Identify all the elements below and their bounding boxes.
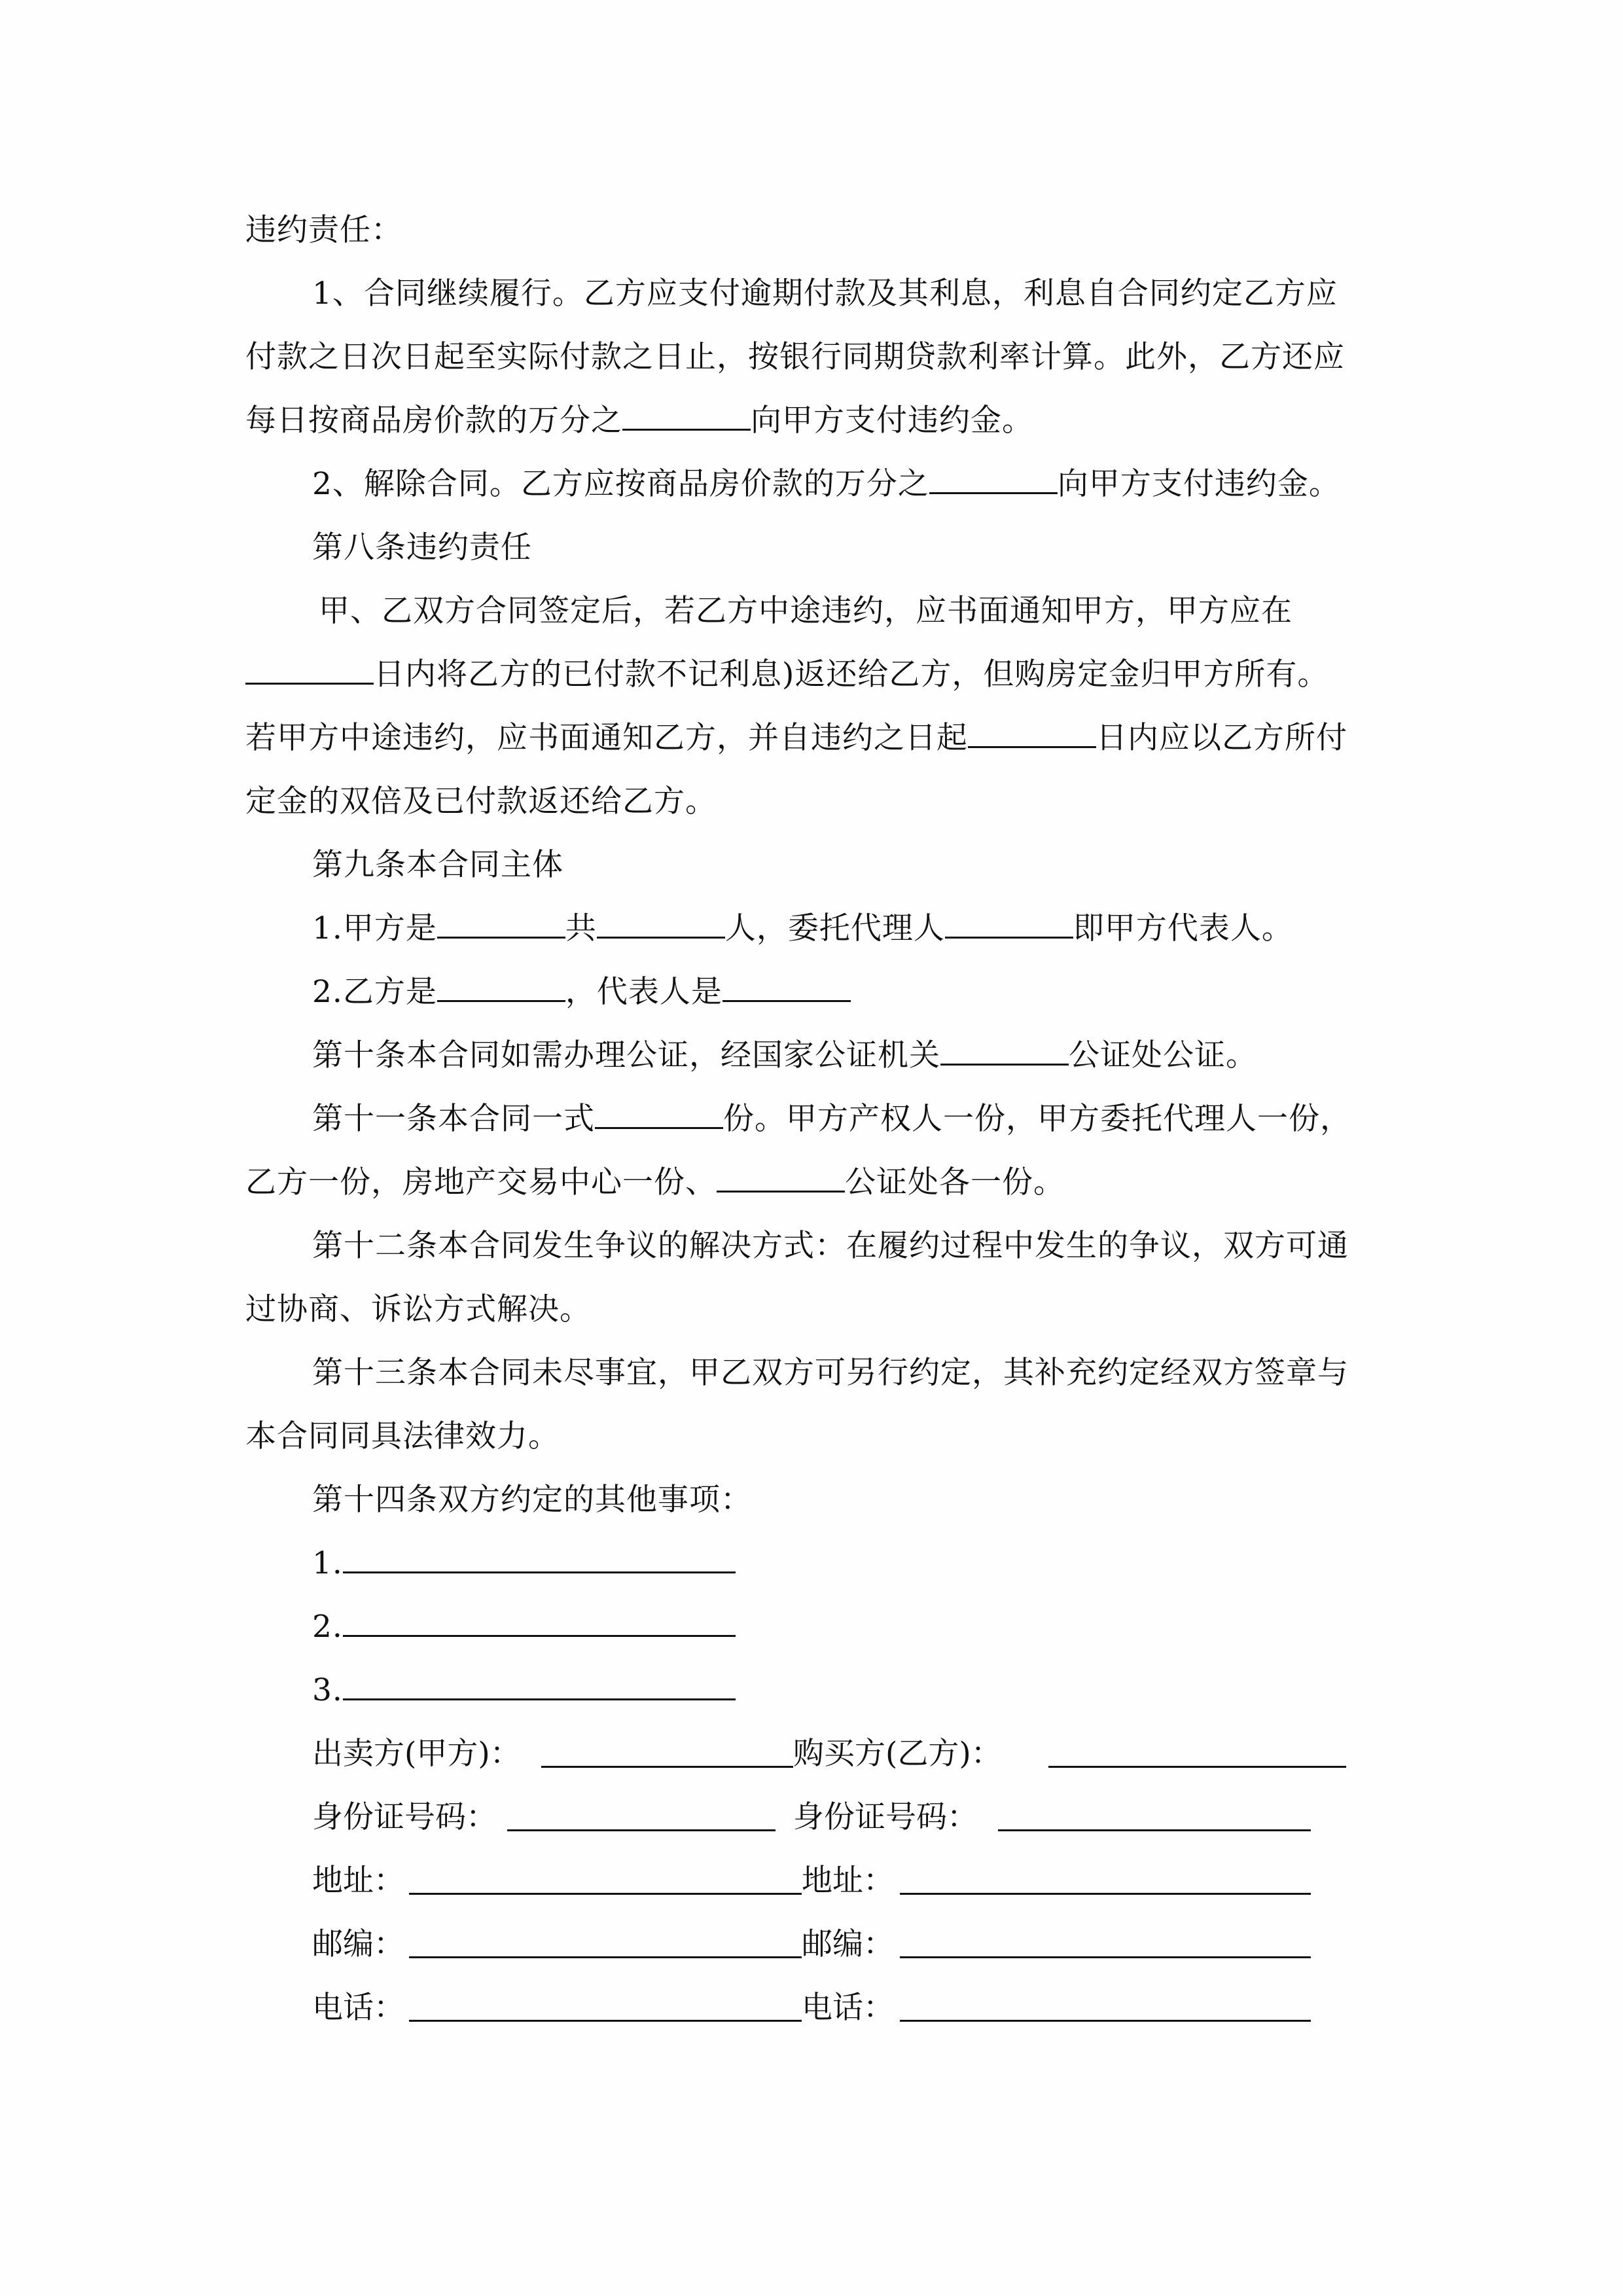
fill-blank[interactable] (622, 403, 751, 431)
clause8-line4: 定金的双倍及已付款返还给乙方。 (245, 783, 717, 819)
fill-blank[interactable] (940, 1037, 1069, 1066)
seller-address-field[interactable] (409, 1893, 802, 1895)
clause7-item1-line1: 1、合同继续履行。乙方应支付逾期付款及其利息，利息自合同约定乙方应 (312, 276, 1338, 312)
clause7-item2 (312, 465, 1340, 504)
text: 向甲方支付违约金。 (751, 403, 1033, 439)
text: 即甲方代表人。 (1073, 910, 1293, 946)
text: 第十一条本合同一式 (312, 1101, 595, 1137)
clause14-item-3 (312, 1671, 736, 1710)
seller-field[interactable] (541, 1766, 793, 1768)
seller-id-label: 身份证号码： (312, 1799, 497, 1835)
buyer-phone-field[interactable] (900, 2020, 1311, 2022)
clause14-item-2 (312, 1607, 736, 1647)
seller-id-field[interactable] (507, 1829, 776, 1831)
fill-blank[interactable] (722, 974, 851, 1002)
item-number: 3. (312, 1672, 343, 1708)
buyer-phone-label: 电话： (802, 1990, 894, 2026)
fill-blank[interactable] (245, 656, 374, 685)
text: ，代表人是 (565, 974, 722, 1010)
fill-blank[interactable] (968, 720, 1096, 748)
fill-blank[interactable] (437, 974, 565, 1002)
fill-blank[interactable] (343, 1609, 736, 1637)
seller-phone-label: 电话： (312, 1990, 404, 2026)
seller-address-label: 地址： (312, 1863, 404, 1899)
section-heading: 违约责任： (245, 212, 402, 248)
fill-blank[interactable] (945, 910, 1073, 939)
buyer-postcode-label: 邮编： (802, 1926, 894, 1962)
clause7-item1-line2: 付款之日次日起至实际付款之日止，按银行同期贷款利率计算。此外，乙方还应 (245, 339, 1345, 375)
signature-row-party (312, 1734, 1359, 1774)
seller-postcode-field[interactable] (409, 1956, 802, 1958)
text: 第十条本合同如需办理公证，经国家公证机关 (312, 1037, 940, 1073)
text: 1.甲方是 (312, 910, 437, 946)
buyer-field[interactable] (1048, 1766, 1346, 1768)
text: 若甲方中途违约，应书面通知乙方，并自违约之日起 (245, 720, 968, 756)
text: 公证处公证。 (1069, 1037, 1257, 1073)
clause9-title: 第九条本合同主体 (312, 847, 563, 883)
buyer-id-label: 身份证号码： (793, 1799, 978, 1835)
clause9-item2 (312, 973, 851, 1012)
seller-postcode-label: 邮编： (312, 1926, 404, 1962)
buyer-postcode-field[interactable] (900, 1956, 1311, 1958)
seller-phone-field[interactable] (409, 2020, 802, 2022)
fill-blank[interactable] (343, 1545, 736, 1573)
text: 日内应以乙方所付 (1096, 720, 1347, 756)
item-number: 2. (312, 1609, 343, 1645)
clause8-line3 (245, 719, 1347, 758)
clause14-item-1 (312, 1544, 736, 1583)
clause11-line2 (245, 1163, 1065, 1202)
text: 日内将乙方的已付款不记利息)返还给乙方，但购房定金归甲方所有。 (374, 656, 1329, 692)
fill-blank[interactable] (929, 466, 1058, 494)
clause8-line1: 甲、乙双方合同签定后，若乙方中途违约，应书面通知甲方，甲方应在 (319, 593, 1293, 629)
clause8-line2 (245, 655, 1329, 694)
clause14-title: 第十四条双方约定的其他事项： (312, 1482, 752, 1518)
fill-blank[interactable] (595, 1101, 723, 1129)
buyer-label: 购买方(乙方)： (793, 1736, 1002, 1772)
buyer-id-field[interactable] (998, 1829, 1311, 1831)
clause10 (312, 1036, 1257, 1075)
signature-row-id (312, 1798, 1359, 1837)
seller-label: 出卖方(甲方)： (312, 1736, 521, 1772)
clause8-title: 第八条违约责任 (312, 529, 532, 565)
item-number: 1. (312, 1545, 343, 1581)
signature-row-address (312, 1861, 1359, 1901)
text: 共 (565, 910, 597, 946)
clause11-line1 (312, 1100, 1351, 1139)
fill-blank[interactable] (343, 1672, 736, 1700)
text: 乙方一份，房地产交易中心一份、 (245, 1164, 717, 1200)
text: 人，委托代理人 (724, 910, 945, 946)
text: 每日按商品房价款的万分之 (245, 403, 622, 439)
text: 2、解除合同。乙方应按商品房价款的万分之 (312, 466, 929, 502)
buyer-address-label: 地址： (802, 1863, 894, 1899)
clause12-line2: 过协商、诉讼方式解决。 (245, 1291, 591, 1327)
text: 2.乙方是 (312, 974, 437, 1010)
signature-row-postcode (312, 1925, 1359, 1964)
text: 份。甲方产权人一份，甲方委托代理人一份， (723, 1101, 1351, 1137)
fill-blank[interactable] (437, 910, 565, 939)
clause13-line2: 本合同同具法律效力。 (245, 1418, 560, 1454)
text: 公证处各一份。 (845, 1164, 1065, 1200)
clause9-item1 (312, 909, 1293, 948)
text: 向甲方支付违约金。 (1057, 466, 1340, 502)
clause12-line1: 第十二条本合同发生争议的解决方式：在履约过程中发生的争议，双方可通 (312, 1228, 1349, 1264)
fill-blank[interactable] (717, 1164, 845, 1193)
clause13-line1: 第十三条本合同未尽事宜，甲乙双方可另行约定，其补充约定经双方签章与 (312, 1355, 1349, 1391)
buyer-address-field[interactable] (900, 1893, 1311, 1895)
fill-blank[interactable] (597, 910, 725, 939)
clause7-item1-line3 (245, 401, 1033, 440)
signature-row-phone (312, 1988, 1359, 2028)
